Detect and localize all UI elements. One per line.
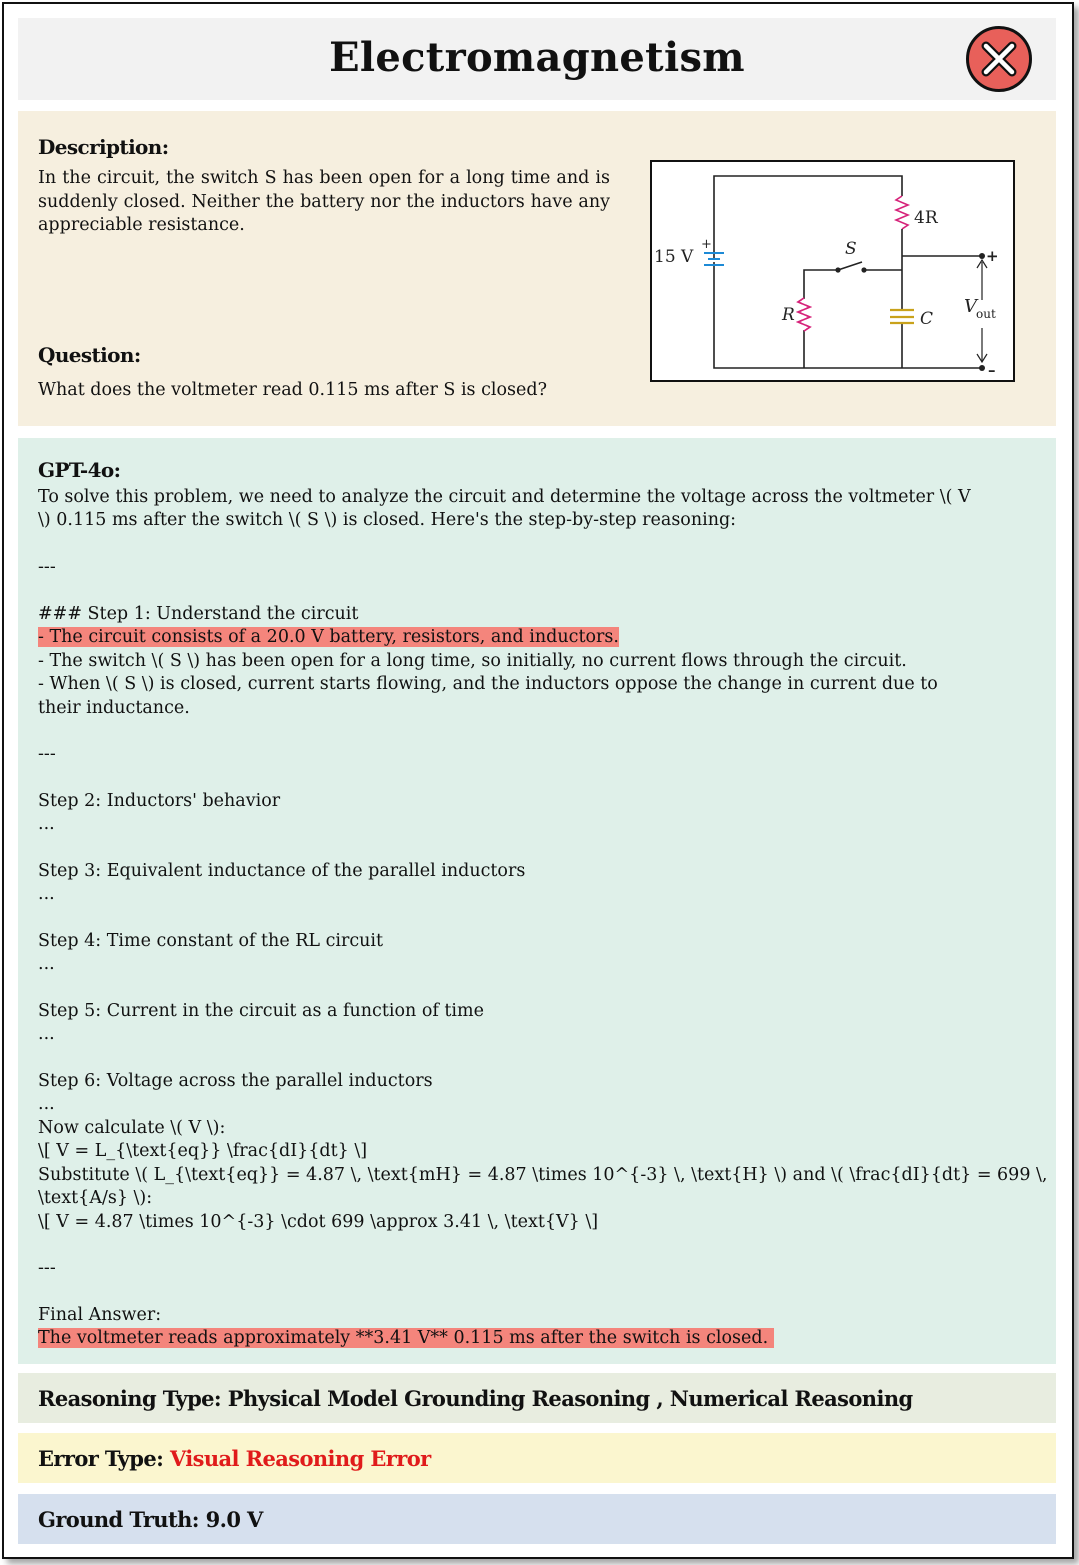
close-icon[interactable]: [966, 26, 1032, 92]
answer-line: Step 6: Voltage across the parallel inductors: [38, 1071, 433, 1091]
answer-line-highlighted: [38, 627, 619, 647]
answer-line: \[ V = 4.87 \times 10^{-3} \cdot 699 \approx 3.41 \, \text{V} \]: [38, 1212, 599, 1232]
answer-panel: [18, 438, 1056, 1364]
error-type-strip: [18, 1433, 1056, 1483]
switch-label: S: [845, 239, 857, 259]
answer-line: Step 2: Inductors' behavior: [38, 791, 281, 811]
highlighted-final-answer: The voltmeter reads approximately **3.41 V** 0.115 ms after the switch is closed.: [38, 1328, 774, 1348]
answer-line: - When \( S \) is closed, current starts flowing, and the inductors oppose the change in current due to: [38, 674, 938, 694]
error-type-label: Error Type:: [38, 1446, 170, 1471]
answer-line: ...: [38, 954, 55, 974]
answer-line: ### Step 1: Understand the circuit: [38, 604, 359, 624]
answer-line: ...: [38, 814, 55, 834]
answer-line: Step 5: Current in the circuit as a function of time: [38, 1001, 484, 1021]
final-answer-line: [38, 1328, 774, 1348]
answer-line: ...: [38, 1094, 55, 1114]
answer-line: \text{A/s} \):: [38, 1188, 153, 1208]
question-text: What does the voltmeter read 0.115 ms after S is closed?: [38, 380, 547, 400]
answer-line: ...: [38, 1024, 55, 1044]
answer-label: GPT-4o:: [38, 458, 121, 482]
answer-line: Final Answer:: [38, 1305, 162, 1325]
answer-line: their inductance.: [38, 698, 190, 718]
terminal-minus: –: [988, 361, 996, 379]
vout-label: V: [964, 296, 977, 317]
answer-line: Now calculate \( V \):: [38, 1118, 226, 1138]
answer-line: Substitute \( L_{\text{eq}} = 4.87 \, \text{mH} = 4.87 \times 10^{-3} \, \text{H} \) and \( \frac{dI}{dt} = 699 \,: [38, 1165, 1048, 1185]
highlighted-error-text: - The circuit consists of a 20.0 V battery, resistors, and inductors.: [38, 627, 619, 647]
description-label: Description:: [38, 135, 169, 159]
answer-line: \) 0.115 ms after the switch \( S \) is closed. Here's the step-by-step reasoning:: [38, 510, 737, 530]
vout-subscript: out: [976, 307, 996, 321]
top-resistor-label: 4R: [914, 208, 938, 228]
reasoning-type-strip: [18, 1373, 1056, 1423]
left-resistor-label: R: [782, 305, 795, 325]
error-type-row: [38, 1446, 431, 1471]
answer-line: \[ V = L_{\text{eq}} \frac{dI}{dt} \]: [38, 1141, 368, 1161]
answer-line: ...: [38, 884, 55, 904]
circuit-diagram: [650, 160, 1015, 382]
description-text: In the circuit, the switch S has been open for a long time and is suddenly closed. Neither the battery nor the inductors have any appreciable resistance.: [38, 168, 610, 235]
terminal-plus: +: [986, 247, 999, 265]
battery-plus: +: [701, 237, 712, 252]
answer-line: ---: [38, 744, 56, 764]
card-frame: [2, 2, 1074, 1559]
answer-line: Step 3: Equivalent inductance of the parallel inductors: [38, 861, 526, 881]
ground-truth-text: Ground Truth: 9.0 V: [38, 1507, 263, 1532]
page-title: Electromagnetism: [329, 34, 745, 81]
description-panel: [18, 111, 1056, 426]
answer-line: Step 4: Time constant of the RL circuit: [38, 931, 384, 951]
question-label: Question:: [38, 343, 141, 367]
ground-truth-strip: [18, 1494, 1056, 1544]
answer-line: - The switch \( S \) has been open for a long time, so initially, no current flows through the circuit.: [38, 651, 907, 671]
battery-label: 15 V: [654, 247, 694, 267]
answer-line: ---: [38, 1258, 56, 1278]
reasoning-type-text: Reasoning Type: Physical Model Grounding Reasoning , Numerical Reasoning: [38, 1386, 913, 1411]
capacitor-label: C: [920, 309, 934, 329]
answer-line: ---: [38, 557, 56, 577]
error-type-value: Visual Reasoning Error: [169, 1446, 431, 1471]
answer-line: To solve this problem, we need to analyze the circuit and determine the voltage across the voltmeter \( V: [38, 487, 971, 507]
title-bar: [18, 18, 1056, 100]
